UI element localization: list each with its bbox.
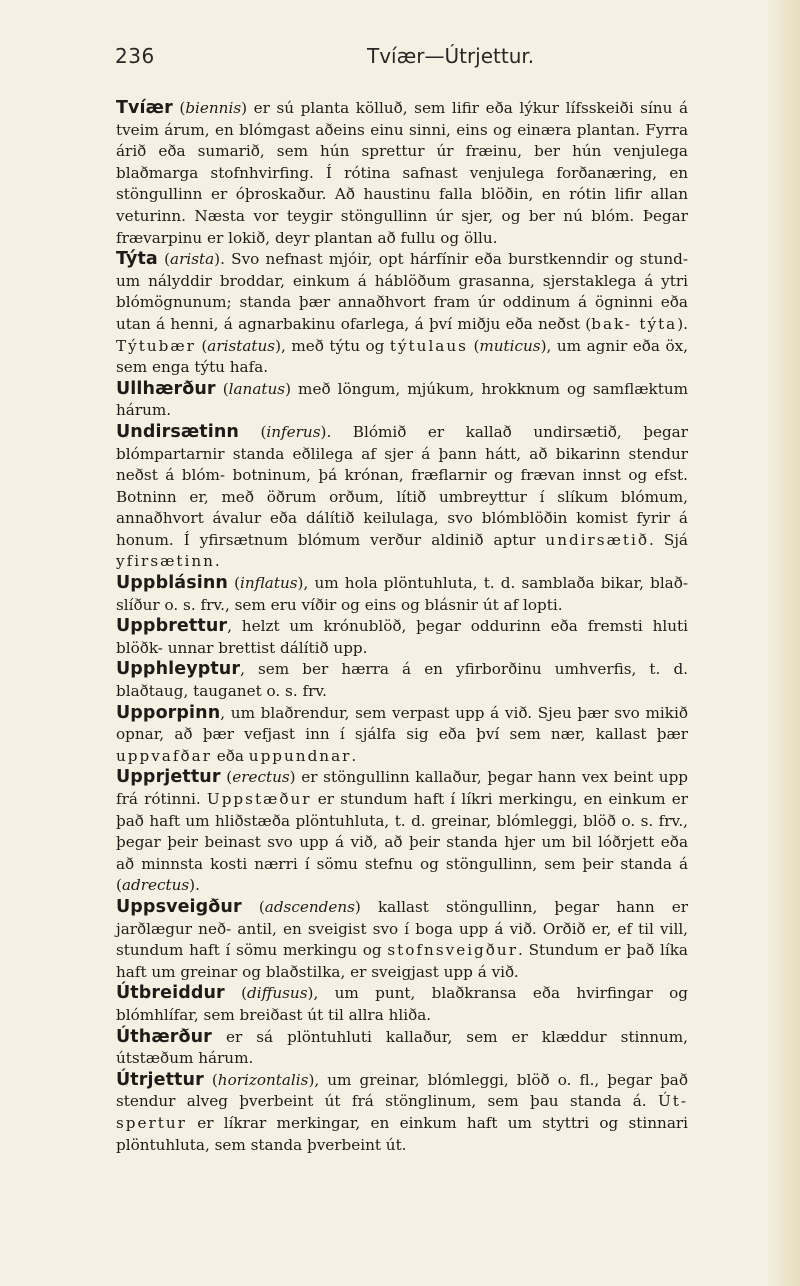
latin-term: aristatus [207,336,276,355]
page-number: 236 [115,44,155,68]
headword: Uppblásinn [116,573,228,594]
definition-text: með löngum, mjúkum, hrokknum og samflæktum hárum. [116,379,688,420]
spaced-term: uppvafðar [116,746,212,765]
latin-term: inferus [266,422,321,441]
entry-upprjettur: Upprjettur (erectus) er stöngullinn kallaður, þegar hann vex beint upp frá rótinni. Uppstæður er stundum haft í líkri merkingu, en einkum er það haft um hliðstæða plöntuhluta, t. d. greinar, blómleggi, blöð o. s. frv., þegar þeir beinast svo upp á við, að þeir standa hjer um bil lóðrjett eða að minnsta kosti nærri í sömu stefnu og stöngullinn, sem þeir standa á (adrectus). [116,767,689,895]
definition-text: er sú planta kölluð, sem lifir eða lýkur lífsskeiði sínu á tveim árum, en blómgast aðeins einu sinni, eins og einæra plantan. Fyrra árið eða sumarið, sem hún sprettur úr fræinu, ber hún venjulega blaðmarga stofnhvirfing. Í rótina safnast venjulega forðanæring, en stöngullinn er óþroskaður. Að haustinu falla blöðin, en rótin lifir allan veturinn. Næsta vor teygir stöngullinn úr sjer, og ber nú blóm. Þegar frævarpinu er lokið, deyr plantan að fullu og öllu. [116,99,688,247]
spaced-term: bak- týta [591,314,678,333]
definition-text: . Sjá [648,530,688,549]
headword: Undirsætinn [116,421,239,442]
definition-text: er líkrar merkingar, en einkum haft um styttri og stinnari plöntuhluta, sem standa þverbeint út. [116,1113,688,1154]
latin-term: horizontalis [217,1070,309,1089]
definition-text: eða [211,746,249,765]
headword: Uppbrettur [116,616,228,637]
spaced-term: uppundnar [248,746,352,765]
entry-utbreiddur: Útbreiddur (diffusus), um punt, blaðkransa eða hvirfingar og blómhlífar, sem breiðast út til allra hliða. [116,983,688,1024]
definition-text: ), með týtu og [275,336,390,355]
latin-term: inflatus [240,574,298,593]
latin-term: arista [170,250,215,269]
definition-text: , um punt, blaðkransa eða hvirfingar og blómhlífar, sem breiðast út til allra hliða. [116,984,688,1024]
entry-uppsveigdur: Uppsveigður (adscendens) kallast stöngullinn, þegar hann er jarðlægur neð- antil, en sveigist svo í boga upp á við. Orðið er, ef til vill, stundum haft í sömu merkingu og stofnsveigður. Stundum er það líka haft um greinar og blaðstilka, er sveigjast upp á við. [116,896,689,981]
headword: Upporpinn [116,702,221,723]
latin-term: lanatus [228,379,286,398]
headword: Útbreiddur [116,983,225,1004]
entry-tviaer: Tvíær (biennis) er sú planta kölluð, sem lifir eða lýkur lífsskeiði sínu á tveim árum, en blómgast aðeins einu sinni, eins og einæra plantan. Fyrra árið eða sumarið, sem hún sprettur úr fræinu, ber hún venjulega blaðmarga stofnhvirfing. Í rótina safnast venjulega forðanæring, en stöngullinn er óþroskaður. Að haustinu falla blöðin, en rótin lifir allan veturinn. Næsta vor teygir stöngullinn úr sjer, og ber nú blóm. Þegar frævarpinu er lokið, deyr plantan að fullu og öllu. [116,98,688,247]
spaced-term: undirsætið [545,530,649,549]
definition-text: , um blaðrendur, sem verpast upp á við. Sjeu þær svo mikið opnar, að þær vefjast inn í sjálfa sig eða því sem nær, kallast þær [116,703,688,744]
definition-text: . [214,552,220,571]
spaced-term: Uppstæður [206,790,312,808]
spaced-term: stofnsveigður [387,941,518,960]
definition-text: . Stundum er það líka haft um greinar og blaðstilka, er sveigjast upp á við. [116,941,688,981]
entry-upphleyptur [116,659,688,702]
latin-term: diffusus [247,984,308,1003]
page-edge-shadow [766,0,800,1286]
definition-text: ( [195,336,208,355]
spaced-term: yfirsætinn [116,552,215,571]
glossary-body [116,98,688,1156]
definition-text: , um greinar, blómleggi, blöð o. fl., þegar það stendur alveg þverbeint út frá stönglinum, sem þau standa á. [116,1070,689,1111]
definition-text: , helzt um krónublöð, þegar oddurinn eða fremsti hluti blöðk- unnar brettist dálítið upp. [116,617,688,657]
entry-utrjettur: Útrjettur (horizontalis), um greinar, blómleggi, blöð o. fl., þegar það stendur alveg þverbeint út frá stönglinum, sem þau standa á. Út- spertur er líkrar merkingar, en einkum haft um styttri og stinnari plöntuhluta, sem standa þverbeint út. [116,1069,689,1154]
spaced-term: týtulaus [389,336,468,355]
headword: Útrjettur [116,1069,204,1090]
headword: Uppsveigður [116,896,242,917]
latin-term: muticus [479,336,541,355]
definition-text: er sá plöntuhluti kallaður, sem er klæddur stinnum, útstæðum hárum. [116,1027,688,1068]
definition-text: ), um agnir eða öx, sem enga týtu hafa. [116,336,688,377]
entry-uppbrettur [116,616,688,659]
spaced-term: Út- spertur [116,1092,688,1132]
latin-term: adrectus [121,876,190,895]
headword: Ullhærður [116,378,216,399]
headword: Úthærður [116,1026,212,1047]
definition-text: ( [467,336,480,355]
definition-text: . Svo nefnast mjóir, opt hárfínir eða burstkenndir og stund- um nályddir broddar, einkum á háblöðum grasanna, sjerstaklega á ytri blómögnunum; standa þær annaðhvort fram úr oddinum á ögninni eða utan á henni, á agnarbakinu ofarlega, á því miðju eða neðst ( [116,250,688,333]
spaced-term: Týtubær [116,336,196,355]
definition-text: er stöngullinn kallaður, þegar hann vex beint upp frá rótinni. [116,768,689,808]
headword: Upprjettur [116,767,221,788]
latin-term: adscendens [264,897,355,916]
entry-tyta: Týta (arista). Svo nefnast mjóir, opt hárfínir eða burstkenndir og stund- um nályddir broddar, einkum á háblöðum grasanna, sjerstaklega á ytri blómögnunum; standa þær annaðhvort fram úr oddinum á ögninni eða utan á henni, á agnarbakinu ofarlega, á því miðju eða neðst (bak- týta). Týtubær (aristatus), með týtu og týtulaus (muticus), um agnir eða öx, sem enga týtu hafa. [116,249,688,377]
latin-term: biennis [185,99,242,117]
definition-text: . [351,746,357,765]
definition-text: ). [189,876,200,895]
entry-ullhaerdur: Ullhærður (lanatus) með löngum, mjúkum, hrokknum og samflæktum hárum. [116,378,688,420]
entry-undirsaetinn: Undirsætinn (inferus). Blómið er kallað undirsætið, þegar blómpartarnir standa eðlilega af sjer á þann hátt, að bikarinn stendur neðst á blóm- botninum, þá krónan, fræflarnir og frævan innst og efst. Botninn er, með öðrum orðum, lítið umbreyttur í slíkum blómum, annaðhvort ávalur eða dálítið keilulaga, svo blómblöðin komist fyrir á honum. Í yfirsætnum blómum verður aldinið aptur undirsætið. Sjá yfirsætinn. [116,421,688,571]
entry-upporpinn [116,703,688,768]
headword: Týta [116,249,158,270]
running-title: Tvíær—Útrjettur. [367,44,535,68]
page-header [115,44,675,74]
definition-text: . Blómið er kallað undirsætið, þegar blómpartarnir standa eðlilega af sjer á þann hátt, að bikarinn stendur neðst á blóm- botninum, þá krónan, fræflarnir og frævan innst og efst. Botninn er, með öðrum orðum, lítið umbreyttur í slíkum blómum, annaðhvort ávalur eða dálítið keilulaga, svo blómblöðin komist fyrir á honum. Í yfirsætnum blómum verður aldinið aptur [116,422,688,549]
entry-uppblasinn: Uppblásinn (inflatus), um hola plöntuhluta, t. d. samblaða bikar, blað- slíður o. s. frv., sem eru víðir og eins og blásnir út af lopti. [116,573,689,614]
latin-term: erectus [232,768,290,787]
headword: Tvíær [116,98,173,118]
definition-text: , um hola plöntuhluta, t. d. samblaða bikar, blað- slíður o. s. frv., sem eru víðir og eins og blásnir út af lopti. [116,574,689,614]
definition-text: , sem ber hærra á en yfirborðinu umhverfis, t. d. blaðtaug, tauganet o. s. frv. [116,660,688,701]
definition-text: ). [677,314,688,333]
definition-text: kallast stöngullinn, þegar hann er jarðlægur neð- antil, en sveigist svo í boga upp á við. Orðið er, ef til vill, stundum haft í sömu merkingu og [116,897,689,960]
definition-text: er stundum haft í líkri merkingu, en einkum er það haft um hliðstæða plöntuhluta, t. d. greinar, blómleggi, blöð o. s. frv., þegar þeir beinast svo upp á við, að þeir standa hjer um bil lóðrjett eða að minnsta kosti nærri í sömu stefnu og stöngullinn, sem þeir standa á ( [116,790,688,895]
entry-uthaerdur [116,1027,688,1070]
headword: Upphleyptur [116,659,241,680]
